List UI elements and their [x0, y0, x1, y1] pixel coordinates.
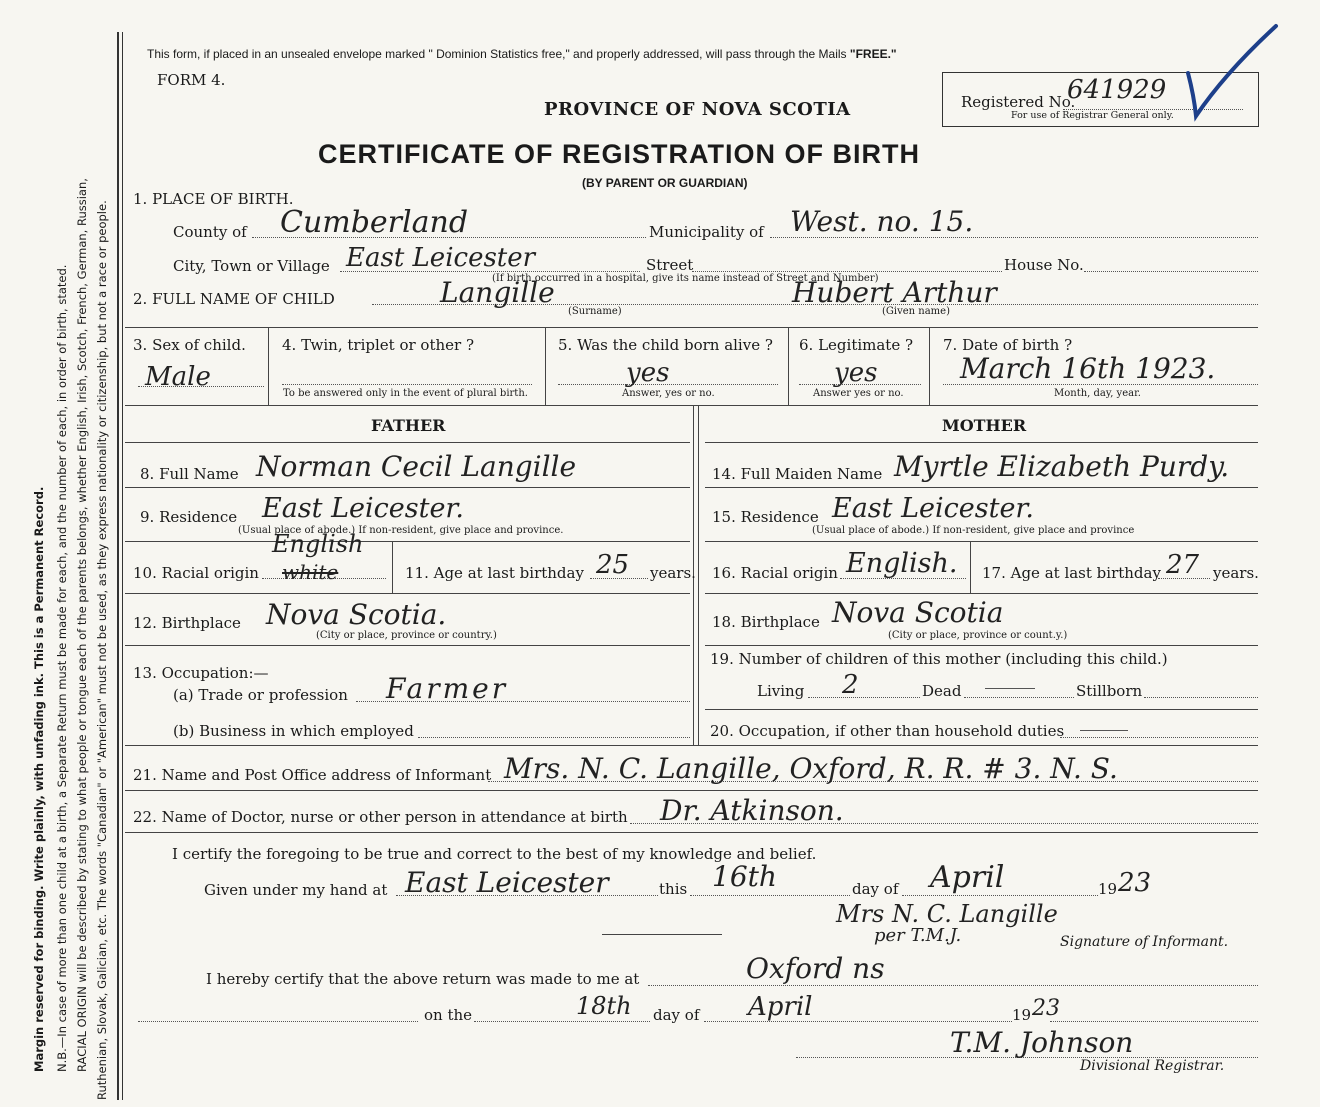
row-divider — [125, 487, 690, 488]
father-residence-label: 9. Residence — [140, 508, 238, 526]
certify-year-prefix: 19 — [1098, 880, 1118, 898]
row-divider — [125, 645, 690, 646]
legitimate-label: 6. Legitimate ? — [799, 336, 914, 354]
registrar-statement: I hereby certify that the above return was made to me at — [206, 970, 640, 988]
informant-label: 21. Name and Post Office address of Informant — [133, 766, 492, 784]
row-divider — [705, 645, 1258, 646]
day-of-label: day of — [852, 880, 899, 898]
county-label: County of — [173, 223, 247, 241]
mother-race-label: 16. Racial origin — [712, 564, 838, 582]
alive-value: yes — [626, 358, 670, 388]
binding-margin-line — [117, 32, 119, 1100]
child-surname: Langille — [440, 276, 555, 309]
row-divider — [125, 790, 1258, 791]
registrar-caption: Divisional Registrar. — [1080, 1058, 1225, 1074]
mother-age-label: 17. Age at last birthday — [982, 564, 1161, 582]
father-business-label: (b) Business in which employed — [173, 722, 414, 740]
twin-label: 4. Twin, triplet or other ? — [282, 336, 474, 354]
legitimate-value: yes — [834, 358, 878, 388]
row-divider — [125, 593, 690, 594]
surname-caption: (Surname) — [568, 306, 622, 317]
alive-note: Answer, yes or no. — [622, 388, 715, 399]
father-race-value: English — [272, 530, 364, 558]
dead-dash — [985, 688, 1035, 689]
checkmark-icon — [1180, 18, 1290, 128]
margin-note-binding: Margin reserved for binding. Write plainly, with unfading ink. This is a Permanent Record. — [32, 486, 46, 1072]
row-divider — [125, 442, 690, 443]
father-years: years. — [650, 564, 696, 582]
legitimate-note: Answer yes or no. — [813, 388, 904, 399]
child-name-label: 2. FULL NAME OF CHILD — [133, 290, 335, 308]
row-divider — [705, 541, 1258, 542]
city-label: City, Town or Village — [173, 257, 330, 275]
hospital-note: (If birth occurred in a hospital, give its name instead of Street and Number) — [492, 273, 879, 284]
sex-value: Male — [145, 362, 211, 392]
municipality-value: West. no. 15. — [790, 205, 974, 238]
informant-signature: Mrs N. C. Langille — [836, 900, 1058, 928]
informant-signature-caption: Signature of Informant. — [1060, 934, 1229, 950]
mother-residence-label: 15. Residence — [712, 508, 819, 526]
father-residence-value: East Leicester. — [262, 493, 464, 524]
registered-number: 641929 — [1067, 75, 1167, 105]
given-name-caption: (Given name) — [882, 306, 950, 317]
column-divider — [698, 405, 699, 745]
certify-day-value: 16th — [712, 860, 777, 893]
registrar-day-value: 18th — [576, 992, 632, 1020]
doctor-value: Dr. Atkinson. — [660, 794, 844, 827]
father-name-value: Norman Cecil Langille — [256, 450, 577, 483]
informant-value: Mrs. N. C. Langille, Oxford, R. R. # 3. N. S. — [504, 752, 1118, 785]
given-under-label: Given under my hand at — [204, 881, 388, 899]
form-number: FORM 4. — [157, 71, 226, 89]
row-divider — [125, 745, 1258, 746]
occupation-dash — [1080, 730, 1128, 731]
province-heading: PROVINCE OF NOVA SCOTIA — [544, 99, 851, 120]
living-value: 2 — [842, 670, 859, 700]
registrar-signature: T.M. Johnson — [950, 1026, 1134, 1059]
binding-margin-line-inner — [122, 32, 123, 1100]
cell-divider — [929, 327, 930, 405]
row-divider — [125, 541, 690, 542]
doctor-label: 22. Name of Doctor, nurse or other person in attendance at birth — [133, 808, 628, 826]
father-age-value: 25 — [596, 550, 630, 580]
certificate-title: CERTIFICATE OF REGISTRATION OF BIRTH — [318, 139, 920, 169]
father-residence-note: (Usual place of abode.) If non-resident, give place and province. — [238, 525, 564, 536]
mail-notice: This form, if placed in an unsealed envelope marked " Dominion Statistics free," and properly addressed, will pass through the Mails "FREE." — [147, 47, 897, 61]
row-divider — [705, 487, 1258, 488]
dead-label: Dead — [922, 682, 962, 700]
registrar-place-value: Oxford ns — [746, 952, 885, 985]
alive-label: 5. Was the child born alive ? — [558, 336, 773, 354]
city-value: East Leicester — [346, 243, 536, 273]
row-divider — [125, 405, 1258, 406]
mother-race-value: English. — [846, 548, 958, 579]
father-trade-value: Farmer — [386, 672, 509, 705]
cell-divider — [788, 327, 789, 405]
cell-divider — [268, 327, 269, 405]
father-birthplace-note: (City or place, province or country.) — [316, 630, 497, 641]
mother-name-label: 14. Full Maiden Name — [712, 465, 883, 483]
registrar-use-note: For use of Registrar General only. — [1011, 110, 1174, 121]
father-heading: FATHER — [371, 416, 446, 435]
mother-birthplace-value: Nova Scotia — [832, 596, 1004, 629]
street-label: Street — [646, 256, 694, 274]
sex-label: 3. Sex of child. — [133, 336, 246, 354]
informant-signature-per: per T.M.J. — [874, 925, 962, 946]
father-occupation-label: 13. Occupation:— — [133, 664, 269, 682]
certify-month-value: April — [930, 860, 1005, 895]
row-divider — [705, 593, 1258, 594]
living-label: Living — [757, 682, 805, 700]
mother-birthplace-note: (City or place, province or count.y.) — [888, 630, 1068, 641]
mother-age-value: 27 — [1166, 550, 1200, 580]
dob-value: March 16th 1923. — [960, 352, 1216, 385]
mother-years: years. — [1213, 564, 1259, 582]
dob-note: Month, day, year. — [1054, 388, 1141, 399]
place-of-birth-heading: 1. PLACE OF BIRTH. — [133, 190, 294, 208]
row-divider — [125, 832, 1258, 833]
certificate-subtitle: (BY PARENT OR GUARDIAN) — [582, 176, 748, 190]
this-label: this — [659, 880, 688, 898]
margin-note-multiple-births: N.B.—In case of more than one child at a birth, a Separate Return must be made for each, and the number of each, in order of birth, stated. — [55, 264, 69, 1072]
house-number-label: House No. — [1004, 256, 1084, 274]
stillborn-label: Stillborn — [1076, 682, 1143, 700]
father-trade-label: (a) Trade or profession — [173, 686, 348, 704]
registered-label: Registered No. — [961, 93, 1076, 111]
margin-note-racial-origin-2: Ruthenian, Slovak, Galician, etc. The words "Canadian" or "American" must not be used, as they express nationality or citizenship, but not a race or people. — [95, 200, 109, 1100]
registrar-day-of-label: day of — [653, 1006, 700, 1024]
row-divider — [705, 709, 1258, 710]
cell-divider — [970, 541, 971, 593]
mother-residence-note: (Usual place of abode.) If non-resident, give place and province — [812, 525, 1135, 536]
county-value: Cumberland — [280, 205, 469, 240]
on-the-label: on the — [424, 1006, 473, 1024]
father-race-struck: white — [282, 560, 339, 584]
registrar-year-value: 23 — [1032, 996, 1060, 1021]
row-divider — [125, 327, 1258, 328]
father-age-label: 11. Age at last birthday — [405, 564, 584, 582]
given-place-value: East Leicester — [405, 866, 609, 899]
mother-children-label: 19. Number of children of this mother (including this child.) — [710, 650, 1168, 668]
registrar-month-value: April — [748, 992, 813, 1022]
cell-divider — [545, 327, 546, 405]
signature-underline — [602, 934, 722, 935]
father-birthplace-label: 12. Birthplace — [133, 614, 241, 632]
mother-name-value: Myrtle Elizabeth Purdy. — [894, 450, 1230, 483]
mother-residence-value: East Leicester. — [832, 493, 1034, 524]
municipality-label: Municipality of — [649, 223, 764, 241]
mother-occupation-label: 20. Occupation, if other than household duties — [710, 722, 1065, 740]
child-given-name: Hubert Arthur — [792, 276, 997, 309]
mother-heading: MOTHER — [942, 416, 1027, 435]
row-divider — [705, 442, 1258, 443]
cell-divider — [392, 541, 393, 593]
registrar-year-prefix: 19 — [1012, 1006, 1032, 1024]
twin-note: To be answered only in the event of plural birth. — [283, 388, 528, 399]
certify-statement: I certify the foregoing to be true and correct to the best of my knowledge and belief. — [172, 845, 817, 863]
certify-year-value: 23 — [1118, 868, 1152, 898]
father-name-label: 8. Full Name — [140, 465, 239, 483]
dob-label: 7. Date of birth ? — [943, 336, 1073, 354]
father-race-label: 10. Racial origin — [133, 564, 259, 582]
mother-birthplace-label: 18. Birthplace — [712, 613, 820, 631]
margin-note-racial-origin-1: RACIAL ORIGIN will be described by stating to what people or tongue each of the parents belongs, whether English, Irish, Scotch, French, German, Russian, — [75, 178, 89, 1072]
father-birthplace-value: Nova Scotia. — [266, 598, 447, 631]
